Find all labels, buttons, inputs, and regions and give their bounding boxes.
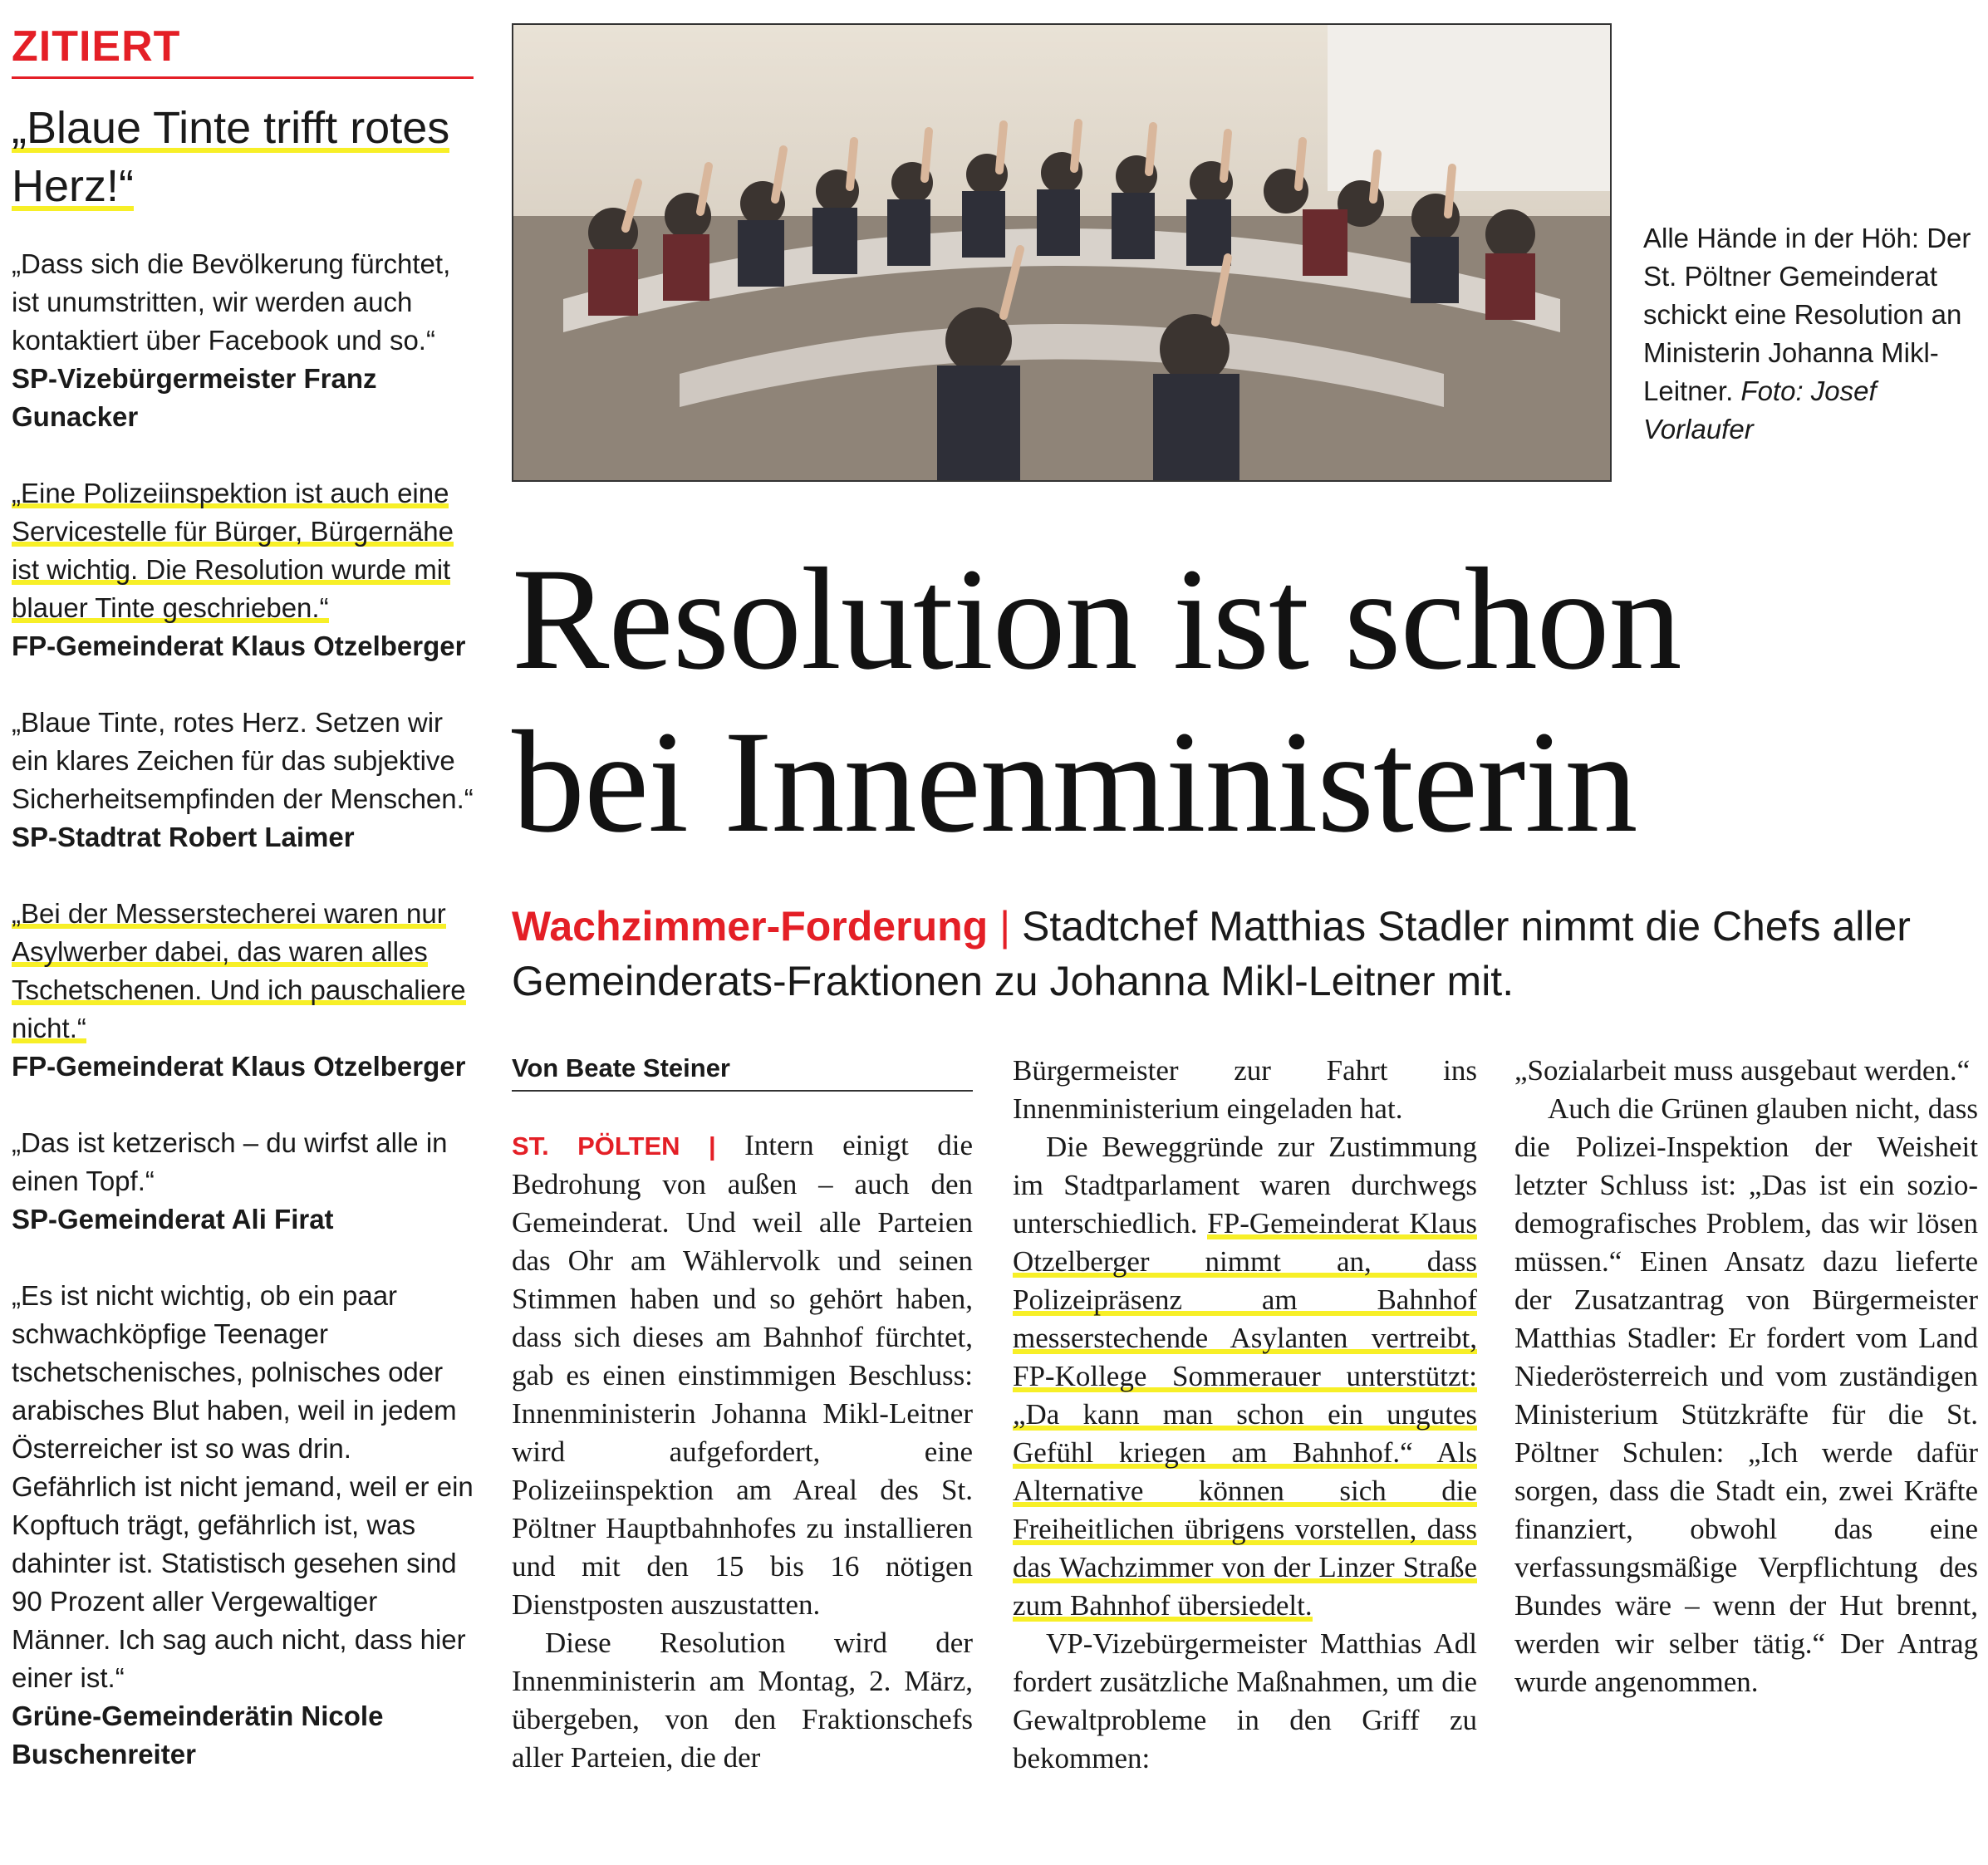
quote-text: „Dass sich die Bevölkerung fürchtet, ist unumstritten, wir werden auch kontaktiert über Facebook und so.“ (12, 248, 451, 356)
sidebar-title: ZITIERT (12, 18, 474, 79)
paragraph (1013, 1128, 1477, 1625)
paragraph: „Sozialarbeit muss ausgebaut werden.“ (1514, 1054, 1971, 1087)
headline-line-2: bei Innenministerin (512, 701, 1637, 863)
headline-line-1: Resolution ist schon (512, 538, 1681, 700)
photo-caption (1643, 219, 1976, 449)
paragraph: Diese Resolution wird der Innenministerin am Montag, 2. März, übergeben, von den Fraktionschefs aller Parteien, die der (512, 1627, 973, 1774)
quote-text: „Blaue Tinte, rotes Herz. Setzen wir ein klares Zeichen für das subjektive Sicherheitsempfinden der Menschen.“ (12, 707, 474, 814)
quote-author: FP-Gemeinderat Klaus Otzelberger (12, 1051, 466, 1082)
quote-author: SP-Vizebürgermeister Franz Gunacker (12, 363, 377, 432)
article-column-1 (512, 1126, 973, 1777)
quote-author: SP-Stadtrat Robert Laimer (12, 822, 355, 852)
article-column-2 (1013, 1052, 1477, 1778)
quote-text-highlighted: „Bei der Messerstecherei waren nur Asylwerber dabei, das waren alles Tschetschenen. Und ich pauschaliere nicht.“ (12, 898, 466, 1043)
quote-4 (12, 895, 474, 1086)
quote-text (12, 895, 474, 1048)
quote-author: Grüne-Gemeinderätin Nicole Buschenreiter (12, 1701, 384, 1769)
paragraph-text: Die Beweggründe zur Zustimmung im Stadtparlament waren durchwegs unterschiedlich. (1013, 1131, 1477, 1239)
photo-credit: Foto: Josef Vorlaufer (1643, 375, 1877, 444)
highlighted-passage: FP-Gemeinderat Klaus Otzelberger nimmt an, dass Polizeipräsenz am Bahnhof messerstechende Asylanten vertreibt, FP-Kollege Sommerauer unterstützt: „Da kann man schon ein ungutes Gefühl kriegen am Bahnhof.“ Als Alternative können sich die Freiheitlichen übrigens vorstellen, dass das Wachzimmer von der Linzer Straße zum Bahnhof übersiedelt. (1013, 1207, 1478, 1622)
dateline-separator: | (708, 1131, 716, 1161)
article-column-3 (1514, 1052, 1978, 1701)
sidebar-headline-text: „Blaue Tinte trifft rotes Herz!“ (12, 103, 450, 211)
deck-label: Wachzimmer-Forderung (512, 903, 989, 950)
council-photo-illustration (513, 25, 1610, 480)
paragraph: VP-Vizebürgermeister Matthias Adl fordert zusätzliche Maßnahmen, um die Gewaltprobleme in den Griff zu bekommen: (1013, 1627, 1477, 1774)
quotes-sidebar (12, 18, 474, 1812)
paragraph (512, 1126, 973, 1624)
quote-text: „Das ist ketzerisch – du wirfst alle in einen Topf.“ (12, 1127, 448, 1196)
quote-author: FP-Gemeinderat Klaus Otzelberger (12, 631, 466, 661)
byline: Von Beate Steiner (512, 1053, 973, 1092)
quote-1 (12, 245, 474, 436)
quote-5 (12, 1124, 474, 1239)
quote-3 (12, 704, 474, 856)
quote-author: SP-Gemeinderat Ali Firat (12, 1204, 334, 1234)
article-deck (512, 899, 1974, 1009)
paragraph: Auch die Grünen glauben nicht, dass die Polizei-Inspektion der Weisheit letzter Schluss ist: „Das ist ein sozio-demografisches Problem, das wir lösen müssen.“ Einen Ansatz dazu lieferte der Zusatzantrag von Bürgermeister Matthias Stadler: Er fordert vom Land Niederösterreich und vom zuständigen Ministerium Stützkräfte für die St. Pöltner Schulen: „Ich werde dafür sorgen, dass die Stadt ein, zwei Kräfte finanziert, obwohl das eine verfassungsmäßige Verpflichtung des Bundes wäre – wenn der Hut brennt, werden wir selber tätig.“ Der Antrag wurde angenommen. (1514, 1092, 1978, 1698)
paragraph-text: Intern einigt die Bedrohung von außen – auch den Gemeinderat. Und weil alle Parteien das Ohr am Wählervolk und seinen Stimmen haben und so gehört haben, dass sich dieses am Bahnhof fürchtet, gab es einen einstimmigen Beschluss: Innenministerin Johanna Mikl-Leitner wird aufgefordert, eine Polizeiinspektion am Areal des St. Pöltner Hauptbahnhofes zu installieren und mit den 15 bis 16 nötigen Dienstposten auszustatten. (512, 1129, 973, 1621)
deck-text: Stadtchef Matthias Stadler nimmt die Chefs aller Gemeinderats-Fraktionen zu Johanna Mikl-Leitner mit. (512, 903, 1911, 1004)
council-photo (512, 23, 1612, 482)
photo-caption-text: Alle Hände in der Höh: Der St. Pöltner Gemeinderat schickt eine Resolution an Ministerin Johanna Mikl-Leitner. (1643, 223, 1971, 406)
quote-text: „Es ist nicht wichtig, ob ein paar schwachköpfige Teenager tschetschenisches, polnisches oder arabisches Blut haben, weil in jedem Österreicher ist so was drin. Gefährlich ist nicht jemand, weil er ein Kopftuch trägt, gefährlich ist, was dahinter ist. Statistisch gesehen sind 90 Prozent aller Vergewaltiger Männer. Ich sag auch nicht, dass hier einer ist.“ (12, 1280, 474, 1693)
quote-2 (12, 474, 474, 665)
dateline: ST. PÖLTEN (512, 1131, 680, 1161)
sidebar-headline (12, 99, 474, 215)
paragraph: Bürgermeister zur Fahrt ins Innenministerium eingeladen hat. (1013, 1054, 1477, 1125)
quote-6 (12, 1277, 474, 1774)
deck-separator: | (999, 903, 1011, 950)
quote-text-highlighted: „Eine Polizeiinspektion ist auch eine Servicestelle für Bürger, Bürgernähe ist wichtig. Die Resolution wurde mit blauer Tinte geschrieben.“ (12, 478, 454, 623)
quote-text (12, 474, 474, 627)
article-headline (512, 538, 1974, 864)
